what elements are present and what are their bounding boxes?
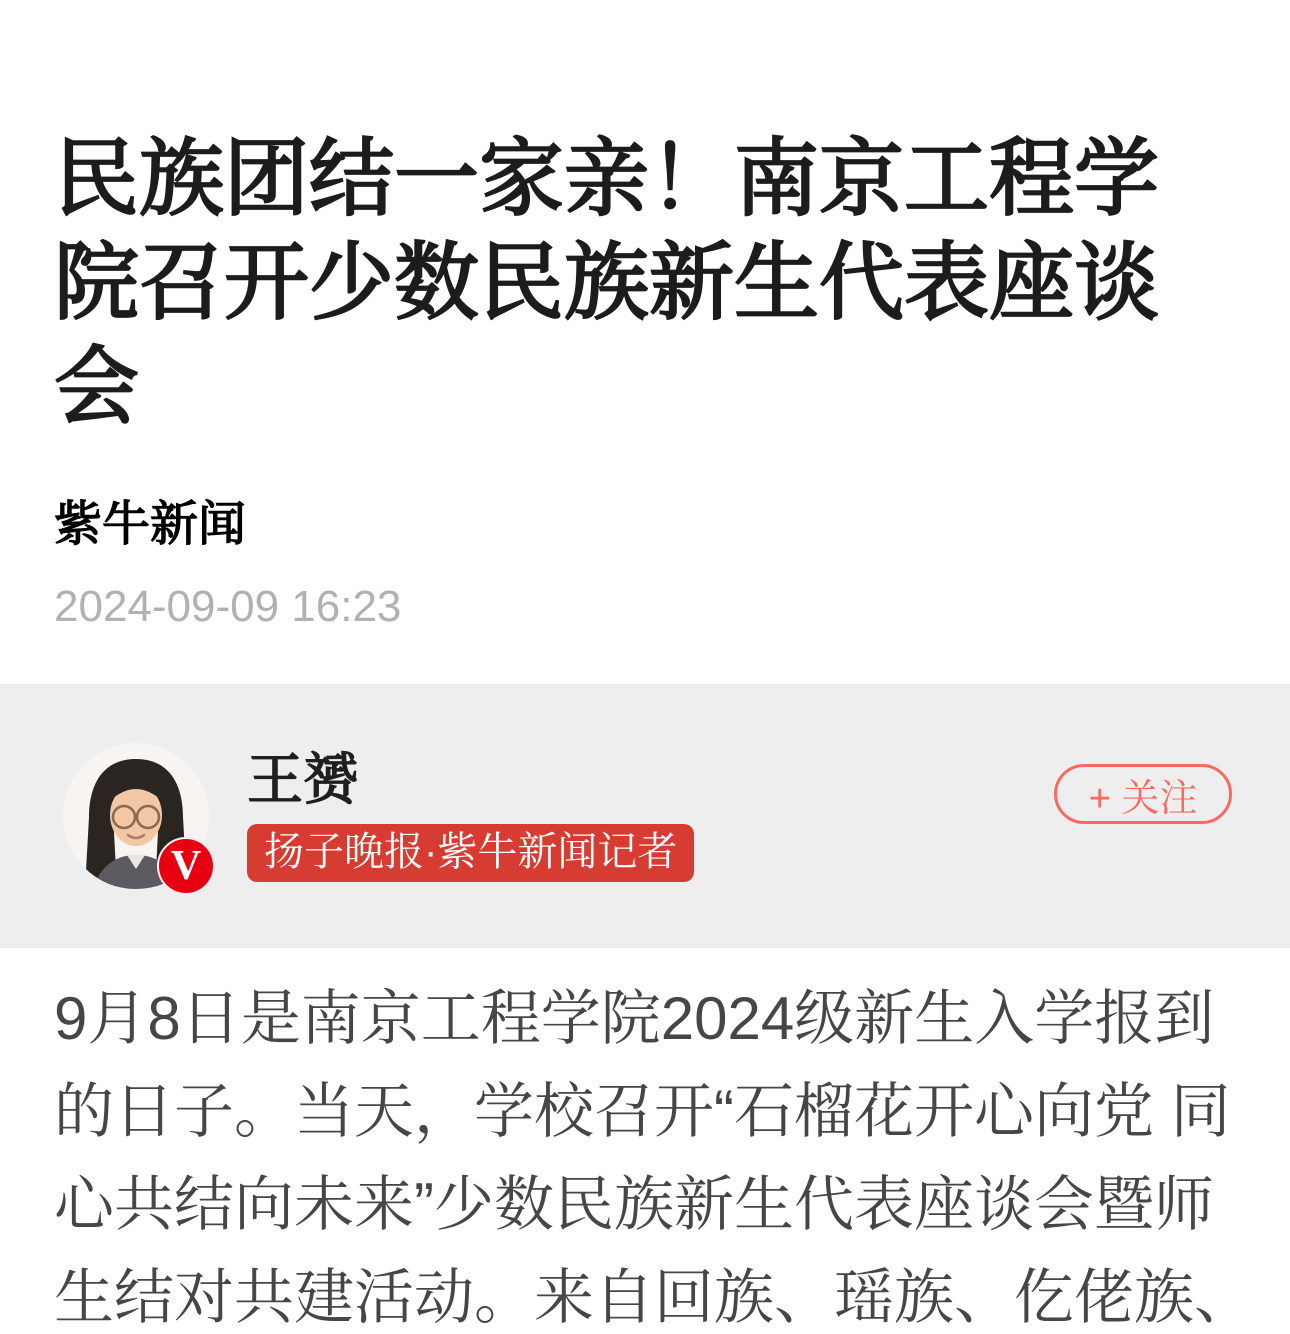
- follow-button[interactable]: + 关注: [1054, 764, 1232, 824]
- article-header: [0, 128, 1290, 638]
- verified-badge-icon: V: [157, 837, 215, 895]
- body-text-line-2: 的日子。当天，学校召开“石榴花开心向党 同: [54, 1078, 1231, 1145]
- article-title: 民族团结一家亲！南京工程学院召开少数民族新生代表座谈会: [54, 132, 1160, 435]
- article-body: [0, 948, 1290, 1334]
- author-card: [0, 684, 1290, 948]
- publish-time: 2024-09-09 16:23: [54, 582, 402, 631]
- author-name[interactable]: 王赟: [247, 748, 359, 811]
- author-avatar[interactable]: [63, 743, 209, 889]
- body-text-line-3: 心共结向未来”少数民族新生代表座谈会暨师: [54, 1171, 1214, 1238]
- author-role-badge: 扬子晚报·紫牛新闻记者: [247, 824, 694, 882]
- article-source: 紫牛新闻: [54, 498, 247, 551]
- body-text-line-1: 9月8日是南京工程学院2024级新生入学报到: [54, 985, 1215, 1052]
- author-meta: [247, 750, 694, 882]
- body-text-line-4: 生结对共建活动。来自回族、瑶族、仡佬族、: [54, 1264, 1254, 1331]
